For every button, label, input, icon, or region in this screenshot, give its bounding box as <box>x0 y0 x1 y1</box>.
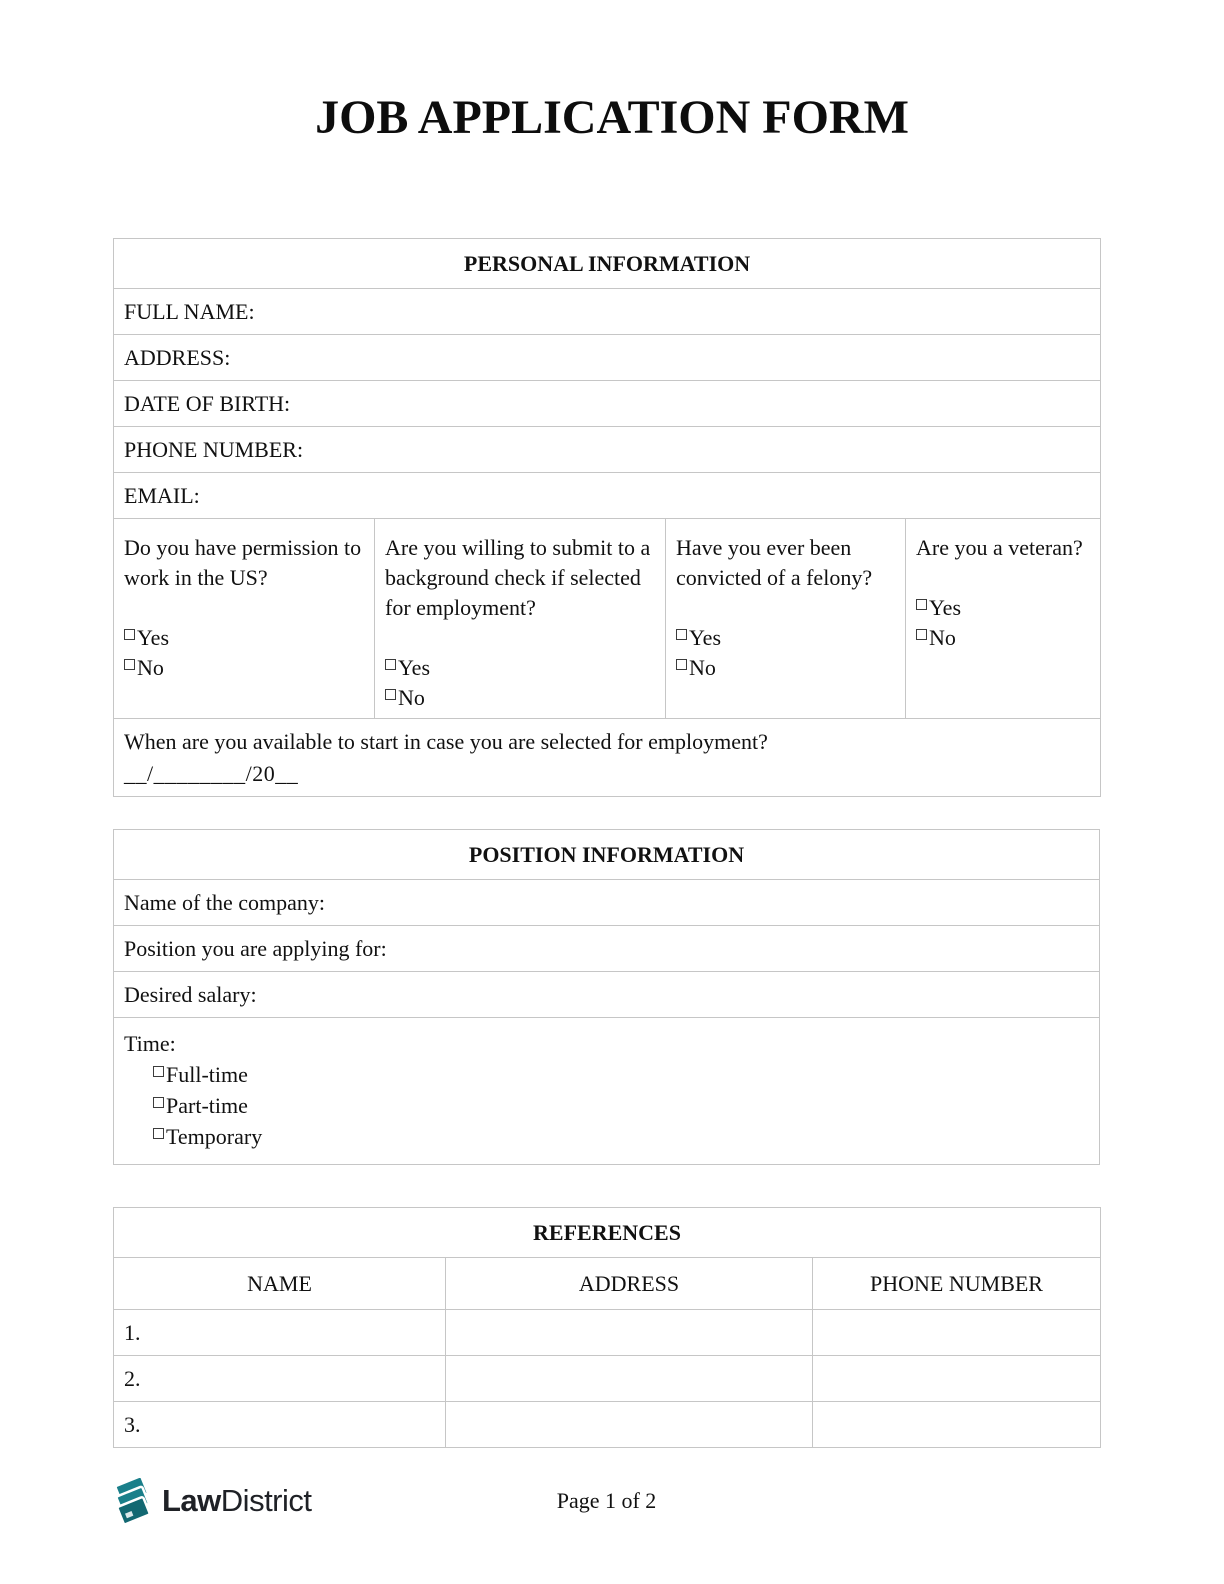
personal-header-row <box>114 239 1101 289</box>
veteran-no-checkbox[interactable] <box>916 629 927 640</box>
questions-row <box>114 519 1101 719</box>
desired-salary-row[interactable] <box>114 972 1100 1018</box>
position-applied-label: Position you are applying for: <box>124 935 387 961</box>
work-permission-yes-checkbox[interactable] <box>124 629 135 640</box>
time-row <box>114 1018 1100 1165</box>
option-label: No <box>137 655 164 680</box>
question-work-permission-cell <box>114 519 375 719</box>
work-permission-no-checkbox[interactable] <box>124 659 135 670</box>
position-information-table <box>113 829 1100 1165</box>
company-name-label: Name of the company: <box>124 889 325 915</box>
field-row <box>114 926 1100 972</box>
column-header-address: ADDRESS <box>446 1258 813 1310</box>
time-cell <box>114 1018 1100 1165</box>
reference-1-phone-cell[interactable] <box>813 1310 1101 1356</box>
column-header-name: NAME <box>114 1258 446 1310</box>
option-label: No <box>929 625 956 650</box>
reference-row-2 <box>114 1356 1101 1402</box>
references-header-row <box>114 1208 1101 1258</box>
background-check-no-checkbox[interactable] <box>385 689 396 700</box>
position-section-header: POSITION INFORMATION <box>114 830 1100 880</box>
part-time-checkbox[interactable] <box>153 1097 164 1108</box>
option-label: Temporary <box>166 1124 263 1149</box>
field-row <box>114 289 1101 335</box>
option-label: Yes <box>929 595 962 620</box>
question-text: Are you a veteran? <box>916 535 1083 560</box>
field-row <box>114 972 1100 1018</box>
field-row <box>114 427 1101 473</box>
company-name-row[interactable] <box>114 880 1100 926</box>
option-label: Yes <box>398 655 431 680</box>
question-text: Have you ever been convicted of a felony? <box>676 535 873 590</box>
reference-1-name-cell[interactable] <box>114 1310 446 1356</box>
question-text: Do you have permission to work in the US? <box>124 535 362 590</box>
stacked-documents-icon <box>113 1478 157 1524</box>
full-name-row[interactable] <box>114 289 1101 335</box>
option-label: Yes <box>689 625 722 650</box>
address-label: ADDRESS: <box>124 344 231 370</box>
page-number-label: Page 1 of 2 <box>556 1488 657 1513</box>
personal-information-table <box>113 238 1101 797</box>
phone-number-label: PHONE NUMBER: <box>124 436 304 462</box>
row-number: 1. <box>124 1319 141 1345</box>
lawdistrict-logo <box>113 1478 312 1524</box>
option-label: No <box>689 655 716 680</box>
field-row <box>114 335 1101 381</box>
question-veteran-cell <box>906 519 1101 719</box>
felony-yes-checkbox[interactable] <box>676 629 687 640</box>
option-label: Yes <box>137 625 170 650</box>
veteran-yes-checkbox[interactable] <box>916 599 927 610</box>
felony-no-checkbox[interactable] <box>676 659 687 670</box>
time-label: Time: <box>124 1031 176 1056</box>
field-row <box>114 880 1100 926</box>
question-background-check-cell <box>375 519 666 719</box>
position-applied-row[interactable] <box>114 926 1100 972</box>
reference-row-1 <box>114 1310 1101 1356</box>
availability-cell <box>114 719 1101 797</box>
phone-number-row[interactable] <box>114 427 1101 473</box>
availability-row <box>114 719 1101 797</box>
reference-row-3 <box>114 1402 1101 1448</box>
references-section-header: REFERENCES <box>114 1208 1101 1258</box>
desired-salary-label: Desired salary: <box>124 981 257 1007</box>
temporary-checkbox[interactable] <box>153 1128 164 1139</box>
position-header-row <box>114 830 1100 880</box>
reference-3-phone-cell[interactable] <box>813 1402 1101 1448</box>
question-felony-cell <box>666 519 906 719</box>
field-row <box>114 473 1101 519</box>
brand-text-law: Law <box>162 1483 221 1518</box>
question-text: Are you willing to submit to a background check if selected for employment? <box>385 535 651 620</box>
column-header-phone: PHONE NUMBER <box>813 1258 1101 1310</box>
reference-2-name-cell[interactable] <box>114 1356 446 1402</box>
date-of-birth-label: DATE OF BIRTH: <box>124 390 291 416</box>
page-title: JOB APPLICATION FORM <box>315 91 909 144</box>
personal-section-header: PERSONAL INFORMATION <box>114 239 1101 289</box>
full-name-label: FULL NAME: <box>124 298 255 324</box>
reference-2-address-cell[interactable] <box>446 1356 813 1402</box>
references-table <box>113 1207 1101 1448</box>
reference-3-name-cell[interactable] <box>114 1402 446 1448</box>
brand-text-district: District <box>220 1483 312 1518</box>
full-time-checkbox[interactable] <box>153 1066 164 1077</box>
email-label: EMAIL: <box>124 482 200 508</box>
row-number: 2. <box>124 1365 141 1391</box>
reference-1-address-cell[interactable] <box>446 1310 813 1356</box>
references-column-header-row <box>114 1258 1101 1310</box>
row-number: 3. <box>124 1411 141 1437</box>
background-check-yes-checkbox[interactable] <box>385 659 396 670</box>
availability-blank-line[interactable]: __/________/20__ <box>124 760 299 786</box>
availability-question: When are you available to start in case you are selected for employment? <box>124 728 768 754</box>
option-label: Full-time <box>166 1062 248 1087</box>
date-of-birth-row[interactable] <box>114 381 1101 427</box>
page-footer <box>113 1476 1100 1530</box>
option-label: Part-time <box>166 1093 248 1118</box>
email-row[interactable] <box>114 473 1101 519</box>
field-row <box>114 381 1101 427</box>
address-row[interactable] <box>114 335 1101 381</box>
reference-3-address-cell[interactable] <box>446 1402 813 1448</box>
option-label: No <box>398 685 425 710</box>
reference-2-phone-cell[interactable] <box>813 1356 1101 1402</box>
